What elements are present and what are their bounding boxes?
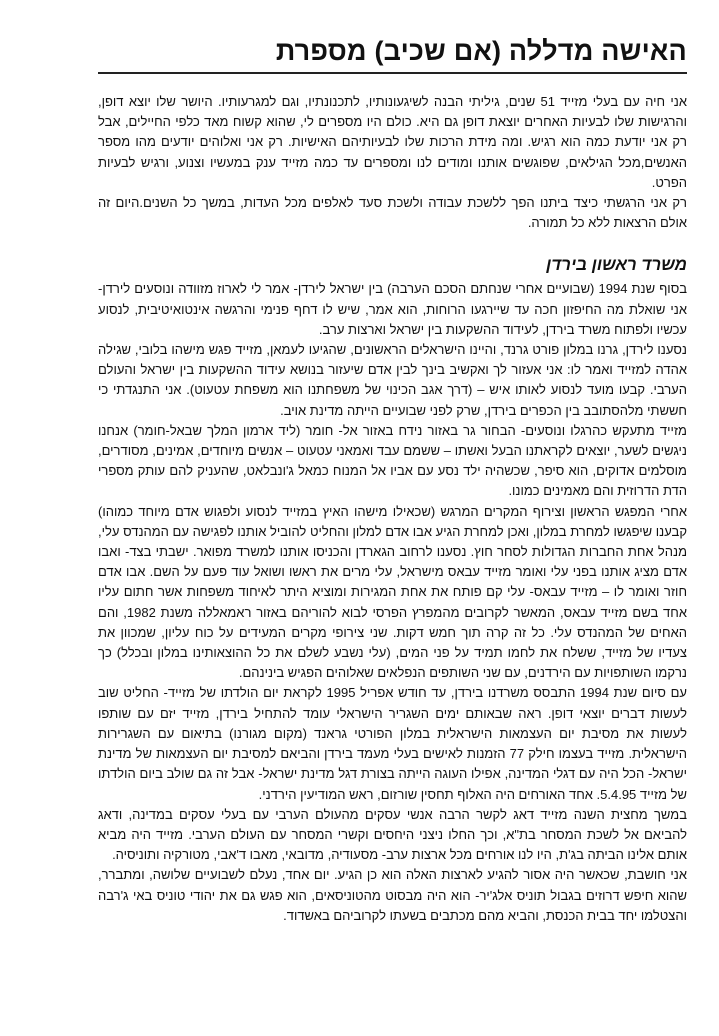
section-heading: משרד ראשון בירדן <box>546 255 687 275</box>
section-paragraph-7: אני חושבת, שכאשר היה אסור להגיע לארצות האלה הוא כן הגיע. יום אחד, נעלם לשבועיים שלושה, ומתברר, שהוא חיפש דרוזים בגבול תוניס אלג'יר- הוא היה מבסוט מהטוניסאים, הוא פגש גם את יהודי טוניס באי ג'רבה והצטלמו יחד בבית הכנסת, והביא מהם מכתבים בשעתו לקרוביהם באשדוד. <box>98 867 687 923</box>
title-underline <box>98 72 687 74</box>
section-paragraph-5: עם סיום שנת 1994 התבסס משרדנו בירדן, עד חודש אפריל 1995 לקראת יום הולדתו של מזייד- החליט שוב לעשות דברים יוצאי דופן. ראה שבאותם ימים השגריר הישראלי עומד להתחיל בירדן, מזייד יזם עם שותפו לעשות את מסיבת יום העצמאות הישראלית במלון הפורטי גראנד (מקום מגורנו) בתיאום עם השגרירות הישראלית. מזייד בעצמו חילק 77 הזמנות לאישים בעלי מעמד בירדן והביאם למסיבת יום העצמאות של מדינת ישראל- הכל היה עם דגלי המדינה, אפילו העוגה הייתה בצורת דגל מדינת ישראל- אבל זה גם שולב ביום הולדתו של מזייד 5.4.95. אחד האורחים היה האלוף תחסין שורזום, ראש המודיעין הירדני. <box>98 685 687 802</box>
intro-paragraph-1: אני חיה עם בעלי מזייד 51 שנים, גיליתי הבנה לשיגעונותיו, לתכנונתיו, וגם למגרעותיו. היושר שלו יוצא דופן, והרגישות שלו לבעיות האחרים יוצאת דופן גם היא. כולם היו מספרים לי, שהוא קשוח מאד כלפי החיילים, אבל רק אני יודעת כמה הוא רגיש. ומה מידת הרכות שלו לבעיותיהם האישיות. רק אני ואלוהים יודעים מהו מספר האנשים,מכל הגילאים, שפוגשים אותנו ומודים לנו ומספרים עד כמה מזייד ענק במעשיו וצנוע, ורגיש לבעיות הפרט. <box>98 94 687 190</box>
section-paragraph-1: בסוף שנת 1994 (שבועיים אחרי שנחתם הסכם הערבה) בין ישראל לירדן- אמר לי לארוז מזוודה ונוסעים לירדן- אני שואלת מה החיפזון חכה עד שיירגעו הרוחות, הוא אמר, שיש לו דחף פנימי והרגשה אינטואיטיבית, לנסוע עכשיו ולפתוח משרד בירדן, לעידוד ההשקעות בין ישראל וארצות ערב. <box>98 281 687 337</box>
section-spacer <box>98 233 687 253</box>
section-paragraph-4: אחרי המפגש הראשון וצירוף המקרים המרגש (שכאילו מישהו האיץ במזייד לנסוע ולפגוש אדם מיוחד כמוהו) קבענו שיפגשו למחרת במלון, ואכן למחרת הגיע אבו אדם למלון והחליט להוביל אותנו לפגישה עם המהנדס עלי, מנהל אחת החברות הגדולות לסחר חוץ. נסענו לרחוב הגארדן והכניסו אותנו למשרד מפואר. ישבתי בצד- ואבו אדם מציג אותנו בפני עלי ואומר מזייד עבאס מישראל, עלי מרים את ראשו ושואל עוד פעם על השם. אבו אדם חוזר ואומר לו – מזייד עבאס- עלי קם פותח את אחת המגירות ומוציא היתר לאיחוד משפחות אשר חתום עליו אחד בשם מזייד עבאס, המאשר לקרובים מהמפרץ הפרסי לבוא להוריהם באזור ראמאללה משנת 1982, והם האחים של המהנדס עלי. כל זה קרה תוך חמש דקות. שני צירופי מקרים המעידים על כוח עליון, שמכוון את צעדיו של מזייד, ששלח את לחמו תמיד על פני המים, (עלי נשבע לשלם את כל ההוצאותינו במלון ובכלל) כך נרקמו השותפויות עם הירדנים, עם שני השותפים הנפלאים שאלוהים הפגיש בינינהם. <box>98 503 687 681</box>
intro-paragraph-2: רק אני הרגשתי כיצד ביתנו הפך ללשכת עבודה ולשכת סעד לאלפים מכל העדות, במשך כל השנים.היום זה אולם הרצאות ללא כל תמורה. <box>98 195 687 231</box>
section-paragraph-6: במשך מחצית השנה מזייד דאג לקשר הרבה אנשי עסקים מהעולם הערבי עם בעלי עסקים במדינה, ודאג להביאם אל לשכת המסחר בת"א, וכך החלו ניצני היחסים וקשרי המסחר עם העולם הערבי. מזייד היה מביא אותם אלינו הביתה בג'ת, היו לנו אורחים מכל ארצות ערב- מסעודיה, מדובאי, מאבו ד'אבי, מטורקיה ותוניסיה. <box>98 806 687 863</box>
section-paragraph-3: מזייד מתעקש כהרגלו ונוסעים- הבחור גר באזור נידח באזור אל- חומר (ליד ארמון המלך שבאל-חומר) אנחנו ניגשים לשער, יוצאים לקראתנו הבעל ואשתו – ששמם עבד ואמאני עטעוט – אנשים מיוחדים, אמינים, מסודרים, מוסלמים אדוקים, הוא סיפר, שכשהיה ילד נסע עם אביו אל המנוח כמאל ג'ונבלאט, שהעניק להם עותק מספרי הדת הדרוזית והם מאמינים כמונו. <box>98 422 687 499</box>
section-paragraph-2: נסענו לירדן, גרנו במלון פורט גרנד, והיינו הישראלים הראשונים, שהגיעו לעמאן, מזייד פגש מישהו בלובי, שגילה אהדה למזייד ואמר לו: אני אעזור לך ואקשיב בינך לבין אדם שיעזור בנושא עידוד ההשקעות בין ישראל והעולם הערבי. קבעו מועד לנסוע לאותו איש – (דרך אגב הכינוי של משפחתנו הוא משפחת עטעוט). אני התנגדתי כי חששתי מלהסתובב בין הכפרים בירדן, שרק לפני שבועיים הייתה מדינת אויב. <box>98 342 687 418</box>
document-title: האישה מדללה (אם שכיב) מספרת <box>275 36 687 66</box>
